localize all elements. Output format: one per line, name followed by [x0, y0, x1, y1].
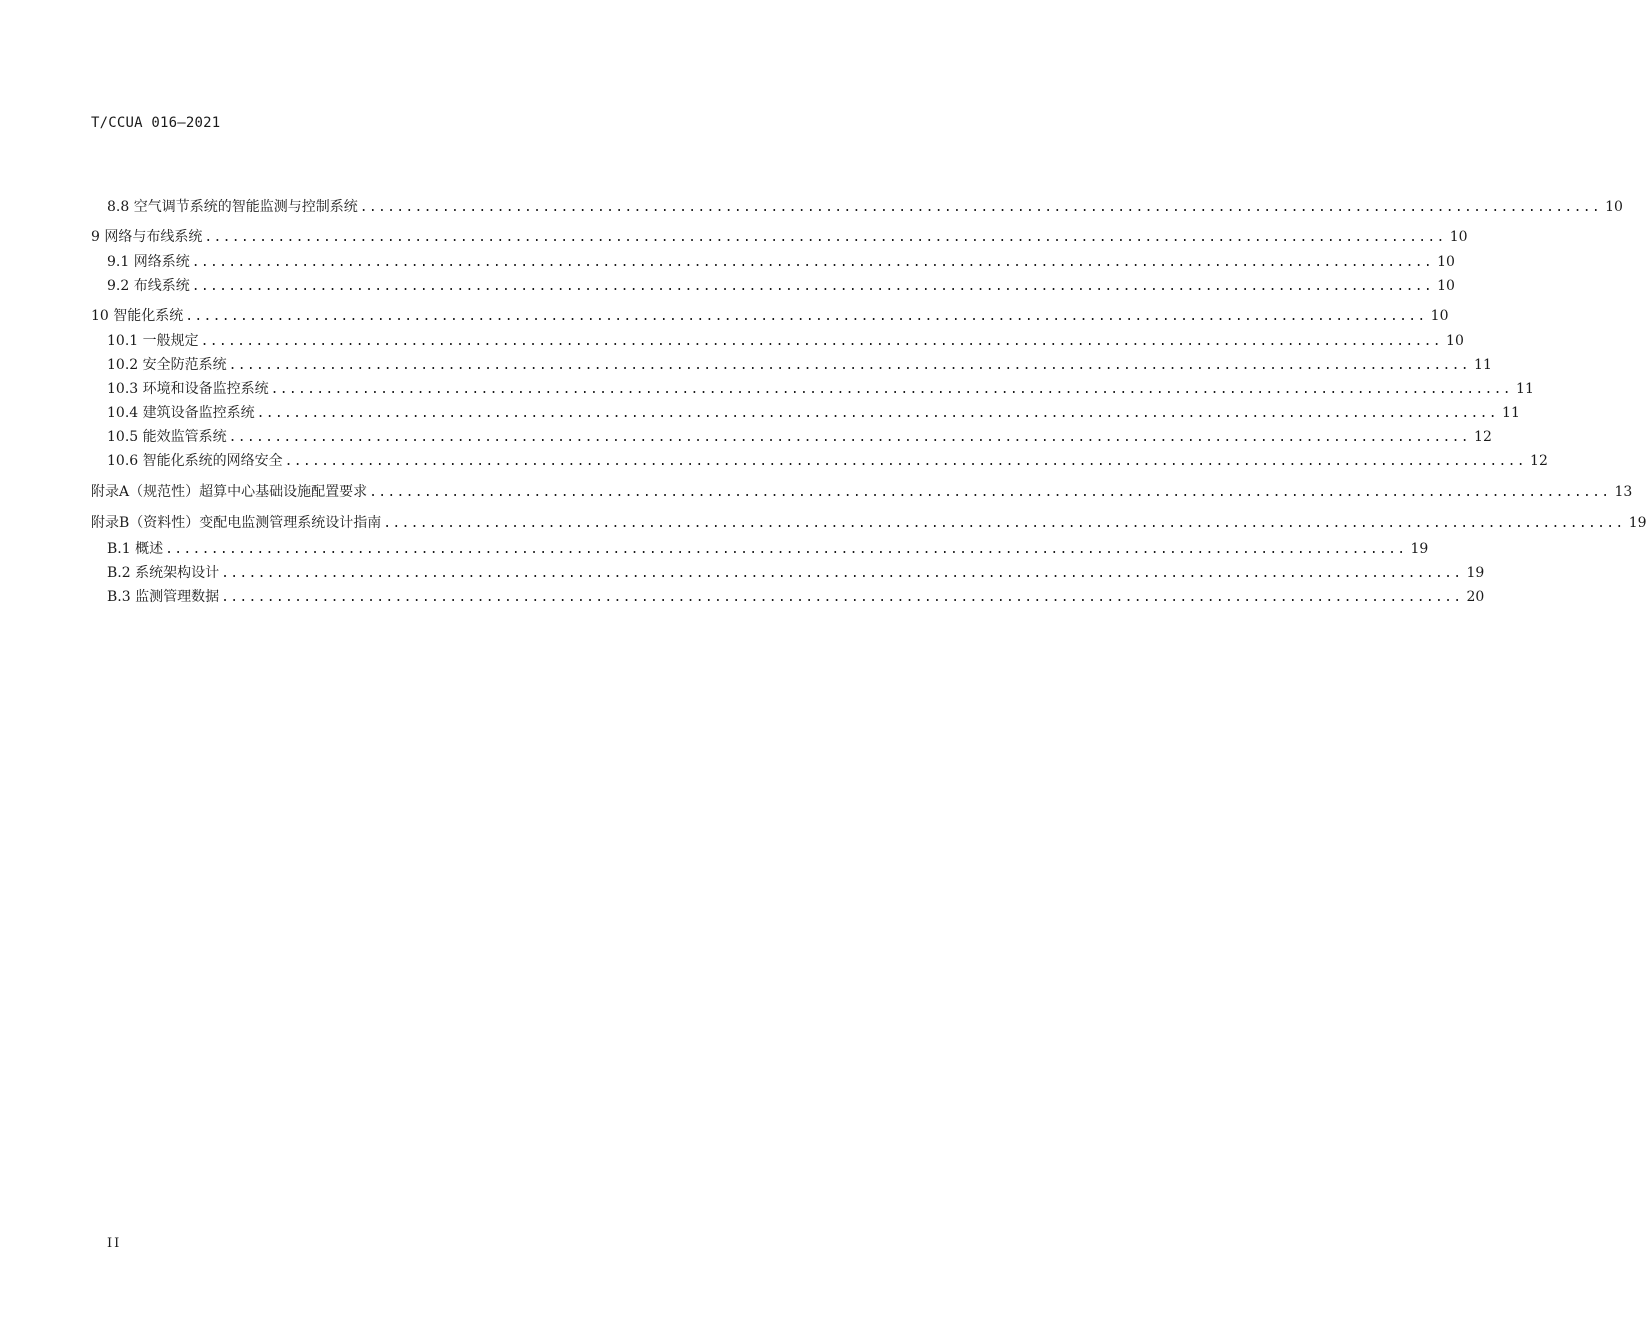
toc-entry-b-2[interactable] [107, 564, 1485, 582]
toc-entry-page: 10 [1446, 333, 1464, 349]
toc-entry-label: 10.3 环境和设备监控系统 [107, 381, 269, 397]
toc-entry-label: 10.2 安全防范系统 [107, 357, 227, 373]
toc-entry-page: 19 [1628, 515, 1647, 531]
toc-entry-page: 10 [1437, 254, 1455, 270]
toc-entry-page: 11 [1474, 357, 1492, 373]
toc-dot-leader: ........................................................................................................................................ [221, 590, 1463, 605]
toc-entry-page: 13 [1614, 484, 1633, 500]
toc-dot-leader: ........................................................................................................................................ [204, 230, 1446, 245]
toc-entry-label: 10 智能化系统 [91, 308, 184, 324]
toc-dot-leader: ........................................................................................................................................ [359, 200, 1601, 215]
toc-dot-leader: ........................................................................................................................................ [200, 334, 1442, 349]
toc-entry-10-2[interactable] [107, 356, 1492, 374]
toc-entry-label: 8.8 空气调节系统的智能监测与控制系统 [107, 199, 358, 215]
toc-entry-label: B.3 监测管理数据 [107, 589, 220, 605]
toc-entry-9-2[interactable] [107, 277, 1455, 295]
toc-entry-label: B.1 概述 [107, 541, 164, 557]
toc-entry-page: 10 [1449, 229, 1468, 245]
toc-entry-10-6[interactable] [107, 452, 1548, 470]
toc-entry-9[interactable] [91, 228, 1468, 246]
toc-entry-appendix-a[interactable] [91, 483, 1633, 501]
toc-dot-leader: ........................................................................................................................................ [191, 255, 1433, 270]
toc-dot-leader: ........................................................................................................................................ [369, 485, 1611, 500]
toc-entry-b-3[interactable] [107, 588, 1485, 606]
toc-entry-label: B.2 系统架构设计 [107, 565, 220, 581]
toc-entry-label: 9.2 布线系统 [107, 278, 190, 294]
toc-dot-leader: ........................................................................................................................................ [221, 566, 1463, 581]
toc-entry-page: 10 [1605, 199, 1623, 215]
toc-entry-appendix-b[interactable] [91, 514, 1647, 532]
toc-entry-label: 附录A（规范性）超算中心基础设施配置要求 [91, 484, 368, 500]
toc-entry-page: 12 [1474, 429, 1492, 445]
toc-entry-page: 10 [1430, 308, 1449, 324]
toc-entry-label: 10.4 建筑设备监控系统 [107, 405, 255, 421]
toc-entry-label: 10.5 能效监管系统 [107, 429, 227, 445]
toc-entry-label: 10.1 一般规定 [107, 333, 199, 349]
toc-entry-b-1[interactable] [107, 540, 1429, 558]
toc-entry-10[interactable] [91, 307, 1449, 325]
toc-entry-9-1[interactable] [107, 253, 1455, 271]
toc-entry-10-4[interactable] [107, 404, 1520, 422]
toc-entry-page: 20 [1466, 589, 1485, 605]
toc-dot-leader: ........................................................................................................................................ [383, 516, 1625, 531]
toc-entry-page: 12 [1530, 453, 1548, 469]
toc-dot-leader: ........................................................................................................................................ [270, 382, 1512, 397]
toc-dot-leader: ........................................................................................................................................ [228, 358, 1470, 373]
toc-entry-page: 10 [1437, 278, 1455, 294]
toc-entry-page: 19 [1466, 565, 1485, 581]
toc-entry-label: 9 网络与布线系统 [91, 229, 203, 245]
toc-entry-label: 附录B（资料性）变配电监测管理系统设计指南 [91, 515, 382, 531]
toc-entry-page: 11 [1516, 381, 1534, 397]
toc-entry-8-8[interactable] [107, 198, 1623, 216]
toc-dot-leader: ........................................................................................................................................ [185, 309, 1427, 324]
page-number-footer: II [107, 1236, 122, 1251]
toc-entry-page: 11 [1502, 405, 1520, 421]
toc-entry-10-1[interactable] [107, 332, 1464, 350]
standard-code-header: T/CCUA 016—2021 [91, 115, 221, 131]
toc-dot-leader: ........................................................................................................................................ [165, 542, 1407, 557]
toc-entry-page: 19 [1410, 541, 1429, 557]
toc-entry-10-3[interactable] [107, 380, 1534, 398]
toc-entry-label: 10.6 智能化系统的网络安全 [107, 453, 283, 469]
toc-dot-leader: ........................................................................................................................................ [284, 454, 1526, 469]
toc-entry-label: 9.1 网络系统 [107, 254, 190, 270]
toc-dot-leader: ........................................................................................................................................ [256, 406, 1498, 421]
toc-entry-10-5[interactable] [107, 428, 1492, 446]
toc-dot-leader: ........................................................................................................................................ [228, 430, 1470, 445]
toc-dot-leader: ........................................................................................................................................ [191, 279, 1433, 294]
